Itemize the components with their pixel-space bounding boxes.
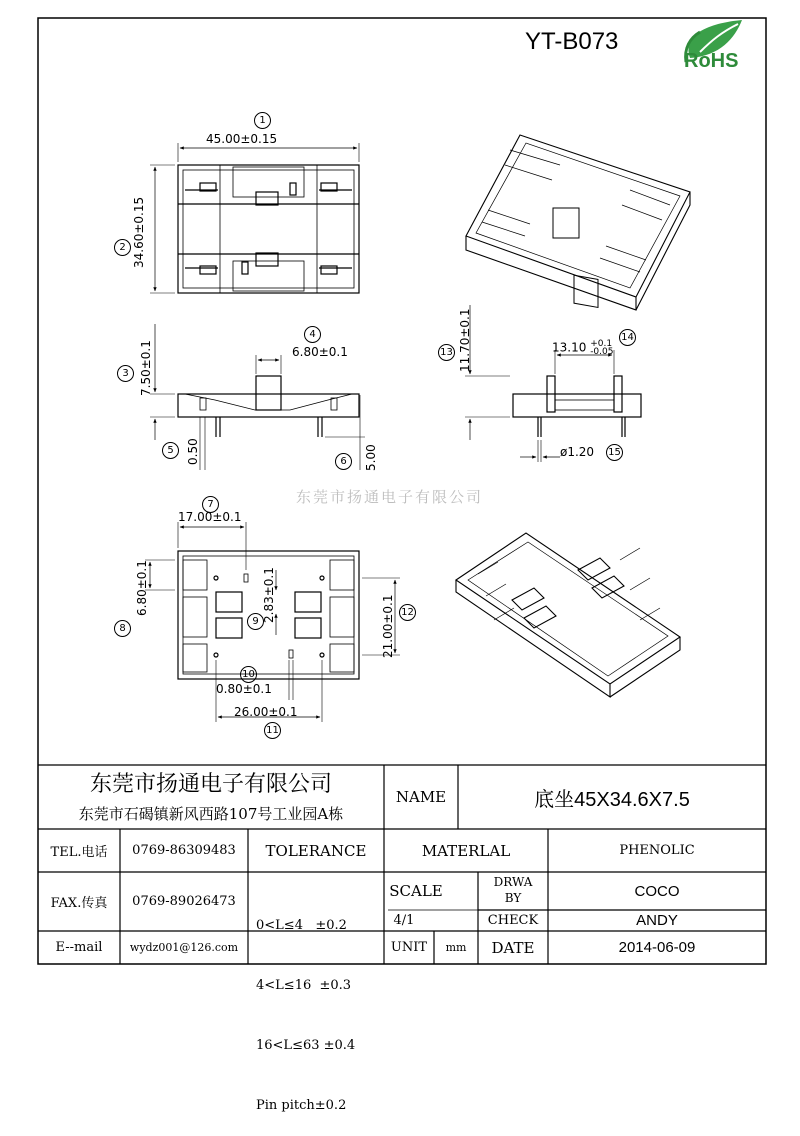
date-label: DATE (491, 938, 535, 957)
fax-label: FAX.传真 (50, 896, 108, 911)
drwa-label: DRWA (493, 875, 533, 889)
drawn-by-label (478, 874, 548, 906)
company-name: 东莞市扬通电子有限公司 (89, 771, 332, 797)
tel-value: 0769-86309483 (132, 843, 236, 858)
dimension-2: 34.60±0.15 (132, 196, 146, 268)
scale-label: SCALE (389, 882, 443, 900)
dimension-5: 0.50 (186, 438, 200, 465)
balloon-6: 6 (335, 453, 352, 470)
tolerance-line-2: 4<L≤16 ±0.3 (256, 978, 352, 993)
dimension-10: 0.80±0.1 (216, 682, 272, 696)
dimension-4: 6.80±0.1 (292, 345, 348, 359)
company-address: 东莞市石碣镇新风西路107号工业园A栋 (78, 804, 344, 823)
email-value: wydz001@126.com (129, 941, 239, 954)
tolerance-line-4: Pin pitch±0.2 (256, 1098, 347, 1113)
check-label: CHECK (487, 913, 539, 928)
dimension-12: 21.00±0.1 (381, 594, 395, 658)
date-value: 2014-06-09 (618, 939, 696, 956)
scale-value: 4/1 (393, 913, 415, 928)
rohs-label: RoHS (684, 50, 739, 72)
top-view (150, 143, 359, 293)
balloon-15: 15 (606, 444, 623, 461)
unit-value: mm (445, 941, 467, 954)
dimension-14: 13.10 +0.1 -0.05 (552, 339, 614, 357)
balloon-2: 2 (114, 239, 131, 256)
balloon-9: 9 (247, 613, 264, 630)
isometric-view-bottom (456, 533, 680, 697)
tolerance-label: TOLERANCE (265, 841, 367, 860)
balloon-14: 14 (619, 329, 636, 346)
dimension-11: 26.00±0.1 (234, 705, 298, 719)
material-value: PHENOLIC (619, 843, 695, 858)
balloon-10: 10 (240, 666, 257, 683)
dimension-7: 17.00±0.1 (178, 510, 242, 524)
balloon-11: 11 (264, 722, 281, 739)
balloon-12: 12 (399, 604, 416, 621)
side-view (465, 305, 641, 462)
dimension-13: 11.70±0.1 (458, 308, 472, 372)
tel-label: TEL.电话 (50, 845, 108, 860)
dimension-15: ø1.20 (560, 445, 595, 459)
watermark: 东莞市扬通电子有限公司 (296, 488, 484, 506)
email-label: E--mail (55, 940, 103, 955)
part-number: YT-B073 (525, 28, 619, 55)
balloon-4: 4 (304, 326, 321, 343)
balloon-1: 1 (254, 112, 271, 129)
tolerance-line-1: 0<L≤4 ±0.2 (256, 918, 347, 933)
balloon-3: 3 (117, 365, 134, 382)
dimension-9: 2.83±0.1 (262, 567, 276, 623)
balloon-8: 8 (114, 620, 131, 637)
material-label: MATERLAL (421, 841, 511, 860)
isometric-view-top (466, 135, 690, 310)
drawn-by-value: COCO (634, 882, 680, 900)
balloon-5: 5 (162, 442, 179, 459)
name-value: 底坐45X34.6X7.5 (534, 788, 690, 811)
fax-value: 0769-89026473 (132, 894, 236, 909)
unit-label: UNIT (390, 940, 428, 955)
tolerance-table (256, 876, 355, 1136)
dimension-6: 5.00 (364, 444, 378, 471)
name-label: NAME (395, 788, 447, 806)
tolerance-line-3: 16<L≤63 ±0.4 (256, 1038, 356, 1053)
dimension-8: 6.80±0.1 (135, 560, 149, 616)
by-label: BY (504, 891, 522, 905)
dimension-1: 45.00±0.15 (206, 132, 278, 146)
checked-by-value: ANDY (636, 912, 678, 929)
dimension-3: 7.50±0.1 (139, 340, 153, 396)
balloon-13: 13 (438, 344, 455, 361)
balloon-7: 7 (202, 496, 219, 513)
